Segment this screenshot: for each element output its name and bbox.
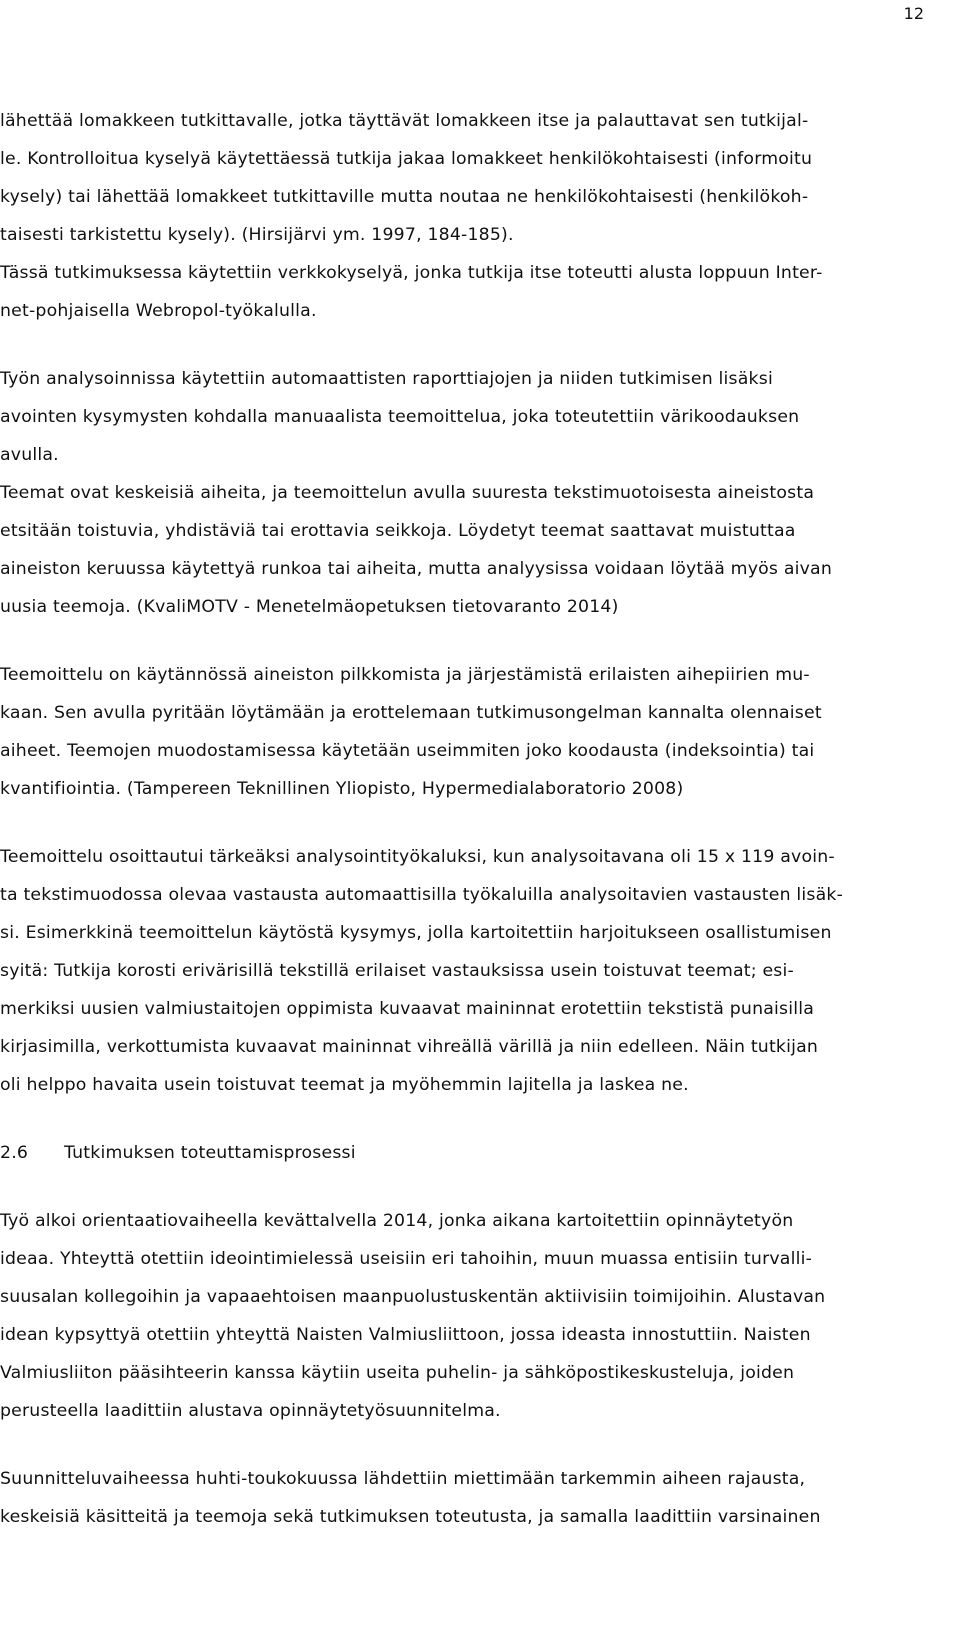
text-line: aineiston keruussa käytettyä runkoa tai aiheita, mutta analyysissa voidaan löytää myös aivan [0, 559, 832, 579]
text-line: keskeisiä käsitteitä ja teemoja sekä tutkimuksen toteutusta, ja samalla laadittiin varsinainen [0, 1507, 821, 1527]
section-number: 2.6 [0, 1143, 29, 1163]
text-line: uusia teemoja. (KvaliMOTV - Menetelmäopetuksen tietovaranto 2014) [0, 597, 619, 617]
text-line: Työn analysoinnissa käytettiin automaattisten raporttiajojen ja niiden tutkimisen lisäksi [0, 369, 773, 389]
paragraph [0, 102, 940, 254]
paragraph [0, 656, 940, 808]
document-body [0, 102, 940, 1536]
paragraph [0, 1460, 940, 1536]
text-line: ideaa. Yhteyttä otettiin ideointimielessä useisiin eri tahoihin, muun muassa entisiin turvalli- [0, 1249, 813, 1269]
text-line: etsitään toistuvia, yhdistäviä tai erottavia seikkoja. Löydetyt teemat saattavat muistuttaa [0, 521, 796, 541]
text-line: si. Esimerkkinä teemoittelun käytöstä kysymys, jolla kartoitettiin harjoitukseen osallistumisen [0, 923, 832, 943]
text-line: net-pohjaisella Webropol-työkalulla. [0, 301, 317, 321]
paragraph [0, 1202, 940, 1430]
paragraph [0, 838, 940, 1104]
text-line: avointen kysymysten kohdalla manuaalista teemoittelua, joka toteutettiin värikoodauksen [0, 407, 800, 427]
paragraph [0, 360, 940, 474]
section-title: Tutkimuksen toteuttamisprosessi [64, 1143, 356, 1163]
paragraph [0, 474, 940, 626]
text-line: Teemoittelu on käytännössä aineiston pilkkomista ja järjestämistä erilaisten aihepiirien mu- [0, 665, 810, 685]
section-heading [0, 1134, 940, 1172]
text-line: oli helppo havaita usein toistuvat teemat ja myöhemmin lajitella ja laskea ne. [0, 1075, 689, 1095]
paragraph-spacer [0, 1104, 940, 1134]
text-line: le. Kontrolloitua kyselyä käytettäessä tutkija jakaa lomakkeet henkilökohtaisesti (informoitu [0, 149, 813, 169]
paragraph-spacer [0, 330, 940, 360]
text-line: avulla. [0, 445, 59, 465]
text-line: syitä: Tutkija korosti erivärisillä tekstillä erilaiset vastauksissa usein toistuvat teemat; esi- [0, 961, 794, 981]
text-line: idean kypsyttyä otettiin yhteyttä Naisten Valmiusliittoon, jossa ideasta innostuttiin. Naisten [0, 1325, 811, 1345]
text-line: taisesti tarkistettu kysely). (Hirsijärvi ym. 1997, 184-185). [0, 225, 514, 245]
text-line: perusteella laadittiin alustava opinnäytetyösuunnitelma. [0, 1401, 501, 1421]
text-line: ta tekstimuodossa olevaa vastausta automaattisilla työkaluilla analysoitavien vastausten lisäk- [0, 885, 844, 905]
paragraph-spacer [0, 1172, 940, 1202]
paragraph-spacer [0, 808, 940, 838]
text-line: Suunnitteluvaiheessa huhti-toukokuussa lähdettiin miettimään tarkemmin aiheen rajausta, [0, 1469, 806, 1489]
text-line: kvantifiointia. (Tampereen Teknillinen Yliopisto, Hypermedialaboratorio 2008) [0, 779, 684, 799]
paragraph-spacer [0, 1430, 940, 1460]
text-line: Teemoittelu osoittautui tärkeäksi analysointityökaluksi, kun analysoitavana oli 15 x 119 avoin- [0, 847, 835, 867]
text-line: Teemat ovat keskeisiä aiheita, ja teemoittelun avulla suuresta tekstimuotoisesta aineistosta [0, 483, 815, 503]
text-line: Työ alkoi orientaatiovaiheella kevättalvella 2014, jonka aikana kartoitettiin opinnäytetyön [0, 1211, 794, 1231]
text-line: Tässä tutkimuksessa käytettiin verkkokyselyä, jonka tutkija itse toteutti alusta loppuun Inter- [0, 263, 823, 283]
text-line: kysely) tai lähettää lomakkeet tutkittaville mutta noutaa ne henkilökohtaisesti (henkilökoh- [0, 187, 809, 207]
page-number: 12 [903, 4, 924, 23]
text-line: Valmiusliiton pääsihteerin kanssa käytiin useita puhelin- ja sähköpostikeskusteluja, joiden [0, 1363, 795, 1383]
text-line: kirjasimilla, verkottumista kuvaavat maininnat vihreällä värillä ja niin edelleen. Näin tutkijan [0, 1037, 819, 1057]
text-line: suusalan kollegoihin ja vapaaehtoisen maanpuolustuskentän aktiivisiin toimijoihin. Alustavan [0, 1287, 826, 1307]
text-line: aiheet. Teemojen muodostamisessa käytetään useimmiten joko koodausta (indeksointia) tai [0, 741, 815, 761]
paragraph-spacer [0, 626, 940, 656]
text-line: kaan. Sen avulla pyritään löytämään ja erottelemaan tutkimusongelman kannalta olennaiset [0, 703, 822, 723]
text-line: lähettää lomakkeen tutkittavalle, jotka täyttävät lomakkeen itse ja palauttavat sen tutkijal- [0, 111, 809, 131]
text-line: merkiksi uusien valmiustaitojen oppimista kuvaavat maininnat erotettiin tekstistä punaisilla [0, 999, 815, 1019]
paragraph [0, 254, 940, 330]
